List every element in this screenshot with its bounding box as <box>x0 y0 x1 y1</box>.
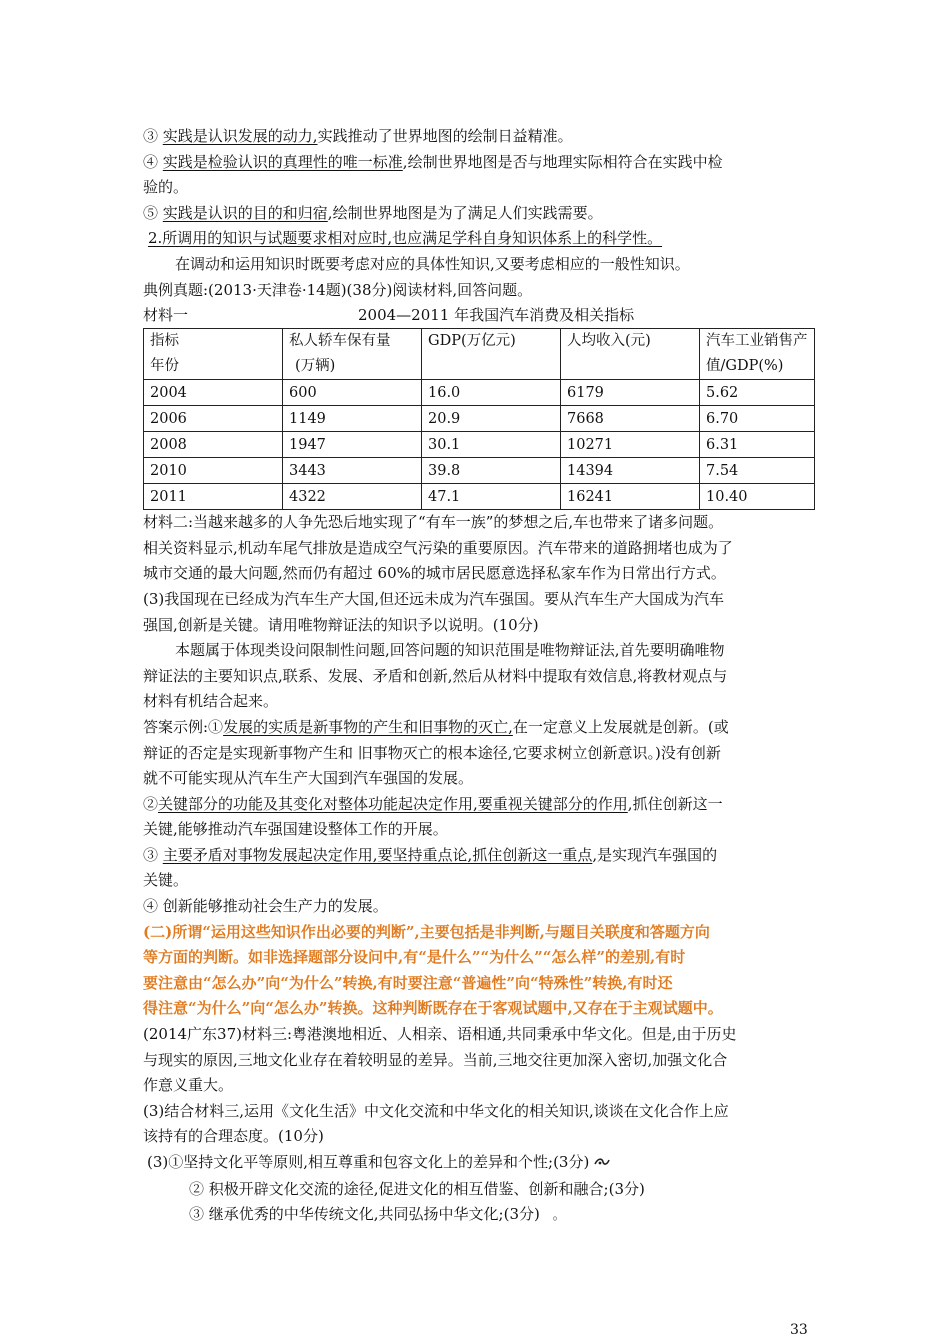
list-marker: ② <box>143 794 159 813</box>
list-marker: ③ <box>143 845 163 864</box>
question: (3)结合材料三,运用《文化生活》中文化交流和中华文化的相关知识,谈谈在文化合作上应 <box>143 1101 729 1120</box>
text: ,绘制世界地图是为了满足人们实践需要。 <box>327 203 603 222</box>
underlined-text: 2.所调用的知识与试题要求相对应时,也应满足学科自身知识体系上的科学性。 <box>148 229 663 248</box>
table-cell: 5.62 <box>700 380 815 406</box>
answer: 关键。 <box>143 871 189 890</box>
highlight-paragraph: 要注意由“怎么办”向“为什么”转换,有时要注意“普遍性”向“特殊性”转换,有时还 <box>143 973 673 992</box>
list-marker: ④ <box>143 152 163 171</box>
question: (3)我国现在已经成为汽车生产大国,但还远未成为汽车强国。要从汽车生产大国成为汽车 <box>143 589 725 608</box>
underlined-text: 主要矛盾对事物发展起决定作用,要坚持重点论,抓住创新这一重点 <box>162 845 593 864</box>
table-row <box>144 458 815 484</box>
table-cell: 39.8 <box>422 458 561 484</box>
header-text: GDP(万亿元) <box>428 333 516 350</box>
table-cell: 7.54 <box>700 458 815 484</box>
paragraph: 与现实的原因,三地文化业存在着较明显的差异。当前,三地交往更加深入密切,加强文化合 <box>143 1050 728 1069</box>
answer <box>143 715 815 741</box>
example-heading: 典例真题:(2013·天津卷·14题)(38分)阅读材料,回答问题。 <box>143 280 533 299</box>
table-row <box>144 406 815 432</box>
paragraph: 验的。 <box>143 178 189 197</box>
list-marker: ③ <box>143 127 163 145</box>
answer <box>143 1150 815 1177</box>
paragraph: 城市交通的最大问题,然而仍有超过 60%的城市居民愿意选择私家车作为日常出行方式。 <box>143 564 726 583</box>
answer <box>143 1202 815 1229</box>
paragraph <box>143 124 815 150</box>
header-text: 年份 <box>150 358 179 375</box>
highlight-paragraph: 得注意“为什么”向“怎么办”转换。这种判断既存在于客观试题中,又存在于主观试题中。 <box>143 999 723 1018</box>
answer: ② 积极开辟文化交流的途径,促进文化的相互借鉴、创新和融合;(3分) <box>189 1179 645 1198</box>
table-cell: 2004 <box>144 380 283 406</box>
page-number: 33 <box>790 1322 808 1338</box>
text: ,是实现汽车强国的 <box>592 845 718 864</box>
highlight-paragraph: 等方面的判断。如非选择题部分设问中,有“是什么”“为什么”“怎么样”的差别,有时 <box>143 948 686 967</box>
table-header-row <box>144 329 815 380</box>
answer: ④ 创新能够推动社会生产力的发展。 <box>143 897 388 916</box>
table-cell: 6.31 <box>700 432 815 458</box>
table-cell: 7668 <box>561 406 700 432</box>
table-cell: 6.70 <box>700 406 815 432</box>
material-label: 材料一 <box>143 306 189 325</box>
header-text: 私人轿车保有量 <box>289 333 391 350</box>
table-cell: 14394 <box>561 458 700 484</box>
annotation-mark-icon <box>594 1156 610 1171</box>
table-cell: 16.0 <box>422 380 561 406</box>
table-header-cell <box>422 329 561 380</box>
table-cell: 30.1 <box>422 432 561 458</box>
table-header-cell <box>283 329 422 380</box>
table-header-cell <box>561 329 700 380</box>
table-cell: 6179 <box>561 380 700 406</box>
highlight-paragraph: (二)所谓“运用这些知识作出必要的判断”,主要包括是非判断,与题目关联度和答题方向 <box>143 922 710 941</box>
table-title: 2004—2011 年我国汽车消费及相关指标 <box>358 306 635 325</box>
header-text: 汽车工业销售产 <box>706 333 808 350</box>
header-text: 值/GDP(%) <box>706 358 784 375</box>
analysis: 辩证法的主要知识点,联系、发展、矛盾和创新,然后从材料中提取有效信息,将教材观点与 <box>143 666 728 685</box>
list-marker: ⑤ <box>143 203 163 222</box>
underlined-text: 关键部分的功能及其变化对整体功能起决定作用,要重视关键部分的作用 <box>158 794 628 813</box>
table-cell: 2010 <box>144 458 283 484</box>
paragraph: 材料二:当越来越多的人争先恐后地实现了“有车一族”的梦想之后,车也带来了诸多问题。 <box>143 513 724 532</box>
table-cell: 47.1 <box>422 484 561 510</box>
paragraph <box>143 150 815 176</box>
table-cell: 20.9 <box>422 406 561 432</box>
table-header-cell <box>700 329 815 380</box>
table-header-cell <box>144 329 283 380</box>
answer: 辩证的否定是实现新事物产生和 旧事物灭亡的根本途径,它要求树立创新意识。)没有创新 <box>143 743 721 762</box>
table-cell: 10271 <box>561 432 700 458</box>
text: ,绘制世界地图是否与地理实际相符合在实践中检 <box>402 152 723 171</box>
text: (3)①坚持文化平等原则,相互尊重和包容文化上的差异和个性;(3分) <box>147 1153 590 1171</box>
table-cell: 600 <box>283 380 422 406</box>
table-cell: 10.40 <box>700 484 815 510</box>
table-cell: 16241 <box>561 484 700 510</box>
text: 答案示例:① <box>143 717 224 736</box>
table-cell: 2011 <box>144 484 283 510</box>
data-table <box>143 328 815 510</box>
analysis: 材料有机结合起来。 <box>143 692 279 711</box>
header-text: 指标 <box>150 333 179 350</box>
paragraph <box>143 201 815 227</box>
paragraph: 作意义重大。 <box>143 1076 234 1095</box>
answer: 就不可能实现从汽车生产大国到汽车强国的发展。 <box>143 769 474 788</box>
underlined-text: 实践是检验认识的真理性的唯一标准 <box>162 152 403 171</box>
table-cell: 2008 <box>144 432 283 458</box>
document-page <box>143 124 815 1229</box>
text: 在一定意义上发展就是创新。(或 <box>512 717 729 736</box>
header-text: (万辆) <box>295 358 336 375</box>
text: ,抓住创新这一 <box>627 794 723 813</box>
table-cell: 1149 <box>283 406 422 432</box>
table-row <box>144 432 815 458</box>
paragraph: 相关资料显示,机动车尾气排放是造成空气污染的重要原因。汽车带来的道路拥堵也成为了 <box>143 538 733 557</box>
answer <box>143 792 815 818</box>
table-cell: 2006 <box>144 406 283 432</box>
analysis: 本题属于体现类设问限制性问题,回答问题的知识范围是唯物辩证法,首先要明确唯物 <box>175 641 725 660</box>
answer: 关键,能够推动汽车强国建设整体工作的开展。 <box>143 820 448 839</box>
section-heading <box>143 226 815 252</box>
answer <box>143 843 815 869</box>
table-cell: 1947 <box>283 432 422 458</box>
underlined-text: 实践是认识的目的和归宿 <box>162 203 328 222</box>
question: 该持有的合理态度。(10分) <box>143 1127 324 1146</box>
table-row <box>144 380 815 406</box>
header-text: 人均收入(元) <box>567 333 651 350</box>
stray-mark: 。 <box>552 1208 566 1224</box>
text: ③ 继承优秀的中华传统文化,共同弘扬中华文化;(3分) <box>189 1205 540 1224</box>
text: 实践推动了世界地图的绘制日益精准。 <box>317 127 573 145</box>
question: 强国,创新是关键。请用唯物辩证法的知识予以说明。(10分) <box>143 615 539 634</box>
table-cell: 4322 <box>283 484 422 510</box>
table-cell: 3443 <box>283 458 422 484</box>
paragraph: (2014广东37)材料三:粤港澳地相近、人相亲、语相通,共同秉承中华文化。但是,由于历史 <box>143 1025 737 1044</box>
table-row <box>144 484 815 510</box>
underlined-text: 实践是认识发展的动力, <box>162 127 318 145</box>
table-caption <box>143 303 815 328</box>
underlined-text: 发展的实质是新事物的产生和旧事物的灭亡, <box>223 717 513 736</box>
paragraph: 在调动和运用知识时既要考虑对应的具体性知识,又要考虑相应的一般性知识。 <box>175 254 690 273</box>
